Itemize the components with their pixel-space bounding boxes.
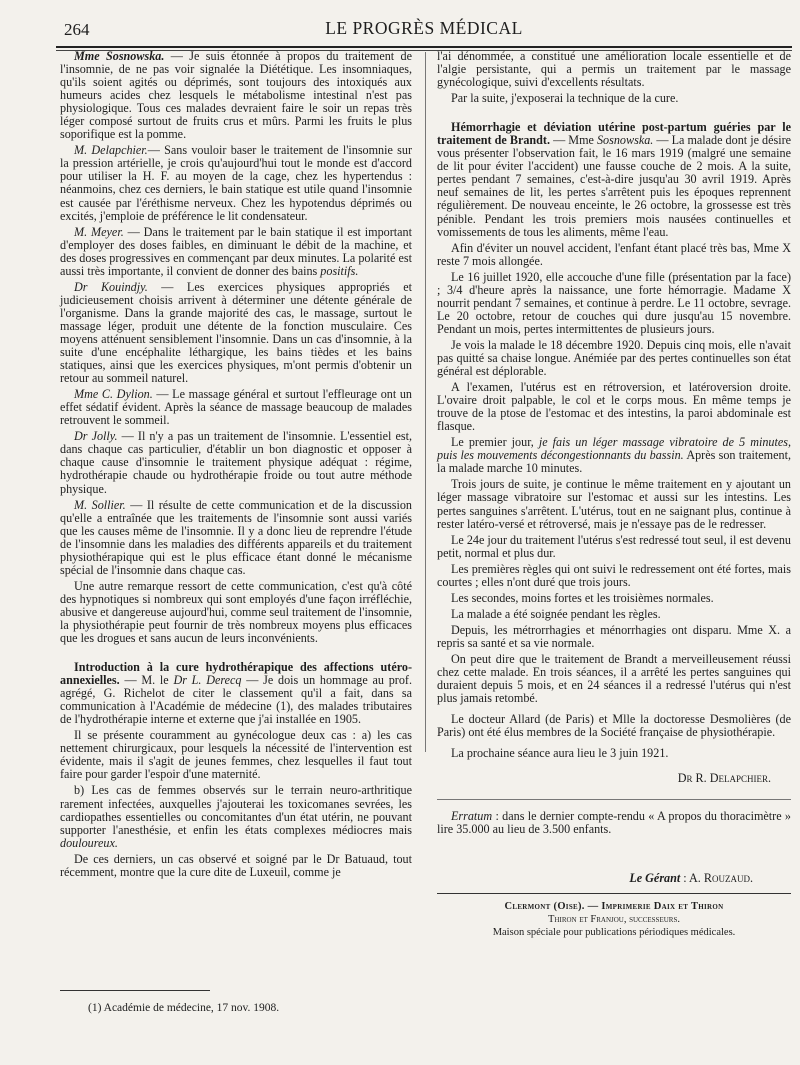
section-heading: Hémorrhagie et déviation utérine post-partum guéries par le traitement de Brandt. [437,120,791,148]
speaker-name: Mme Sosnowska. [74,49,165,63]
gerant-name: : A. Rouzaud. [680,871,753,886]
paragraph-text: — Les exercices physiques appropriés et judicieusement choisis arrivent à déterminer une détente générale de l'organisme. Dans la grande majorité des cas, le massage, surtout le massage léger, produit une détente de la fonction musculaire. Ces moyens atténuent sensiblement l'insomnie. Dans un cas d'insomnie, à la suite d'une encéphalite léthargique, les bains tièdes et les bains statiques, ainsi que les exercices physiques, m'ont permis d'obtenir un retour au sommeil naturel. [60,279,413,386]
errata-rule [437,799,791,800]
paragraph-r11: Les premières règles qui ont suivi le redressement ont été fortes, mais courtes ; elles n'ont duré que trois jours. [437,561,791,589]
paragraph-text-italic: je fais un léger massage vibratoire de 5 minutes, puis les mouvements décongestionnants du bassin. [437,435,791,463]
printer-line: Thiron et Franjou, successeurs. [548,914,680,926]
paragraph-text: — Je dois un hommage au prof. agrégé, G. Richelot de citer le classement qu'il a fait, dans sa communication à l'Académie de médecine (1), des malades tributaires de l'hydrothérapie interne et externe que j'ai installée en 1905. [60,673,412,727]
header-rule [56,46,792,48]
column-divider [425,52,426,752]
paragraph-dylion [60,388,412,427]
paragraph-delapchier [60,144,412,222]
paragraph-text: — Il résulte de cette communication et de la discussion qu'elle a entraînée que les traitements de l'insomnie sont aussi variés que les causes même de l'insomnie. Il y a donc lieu de reprendre l'étude de l'insomnie dans les maladies des différents appareils et du traitement physiothérapique qui est le plus efficace étant donné le mécanisme spécial de l'insomnie dans chaque cas. [60,497,412,577]
printer-imprint [437,900,791,939]
paragraph-continued: l'ai dénommée, a constitué une amélioration locale essentielle et de l'algie persistante, qui a permis un traitement par le massage gynécologique, suivi d'excellents résultats. [437,49,791,90]
running-title: LE PROGRÈS MÉDICAL [325,18,523,38]
paragraph-derecq [60,661,412,726]
paragraph-text: — Je suis étonnée à propos du traitement de l'insomnie, de ne pas voir signalée la Diététique. Les insomniaques, qu'ils soient agités ou déprimés, sont toujours des intoxiqués aux humeurs acides chez lesquels le métabolisme intestinal n'est pas physiologique. Tous ces malades devraient faire le soir un repas très léger composé surtout de fruits crus et mûrs. Parmi les fruits le plus soporifique est la pomme. [60,49,413,142]
speaker-name: Dr L. Derecq [173,673,242,688]
signature: Dr R. Delapchier. [677,771,771,786]
paragraph-r5: Le 16 juillet 1920, elle accouche d'une fille (présentation par la face) ; 3/4 d'heure après la naissance, une forte hémorragie. Madame X nourrit pendant 7 semaines, et continue à perdre. Le 11 octobre, sevrage. Le 20 octobre, retour de couches qui dure jusqu'au 15 novembre. Pendant un mois, pertes intermittentes de plusieurs jours. [437,269,791,336]
paragraph-sosnowska [60,50,412,141]
gerant-label: Le Gérant [629,871,681,886]
paragraph-r9: Trois jours de suite, je continue le même traitement en y ajoutant un léger massage vibratoire sur l'estomac et aussi sur les intestins. Les pertes sanguines s'arrêtent. L'utérus, tout en ne saignant plus, continue à rester latéro-versé et rétroversé, mais je n'essaye pas de le redresser. [437,477,791,531]
gerant-line [437,872,791,885]
paragraph-meyer [60,226,412,278]
paragraph-text: Après son traitement, la malade marche 10 minutes. [437,448,791,476]
paragraph-cases-b [60,784,412,849]
speaker-name: Dr Kouindjy. [74,279,148,294]
erratum [437,810,791,836]
paragraph-remark: Une autre remarque ressort de cette communication, c'est qu'à côté des hypnotiques si nombreux qui sont employés d'une façon irréfléchie, abusive et dangereuse aujourd'hui, comme seul traitement de l'insomnie, la physiothérapie peut fournir de très nombreux moyens plus efficaces que les drogues et sans aucun de leurs inconvénients. [60,578,412,646]
paragraph-text: — M. le [119,673,174,688]
paragraph-r16: Le docteur Allard (de Paris) et Mlle la doctoresse Desmolières (de Paris) ont été élus membres de la Société française de physiothérapie. [437,712,791,740]
paragraph-text: — Sans vouloir baser le traitement de l'insomnie sur la pression artérielle, je crois qu'aujourd'hui tout le monde est d'accord pour utiliser la H. F. au moyen de la cage, chez les hypertendus : néanmoins, chez ces derniers, le bain statique est utile quand l'insomnie est causée par l'éréthisme nerveux. Chez les hypotendus déprimés ou excités, j'emploie de préférence le lit condensateur. [60,143,412,223]
paragraph-r17: La prochaine séance aura lieu le 3 juin 1921. [451,746,669,761]
paragraph-r15: On peut dire que le traitement de Brandt a merveilleusement réussi chez cette malade. En trois séances, il a arrêté les pertes sanguines qui duraient depuis 5 mois, et en 24 séances il a redressé l'utérus qui n'est plus jamais retombé. [437,651,791,706]
paragraph-sollier [60,499,412,577]
paragraph-r13: La malade a été soignée pendant les règles. [451,606,661,621]
speaker-name: Mme C. Dylion. [74,387,153,402]
paragraph-jolly [60,430,412,495]
erratum-label: Erratum [451,809,493,824]
paragraph-brandt [437,121,791,238]
erratum-text: : dans le dernier compte-rendu « A propos du thoracimètre » lire 35.000 au lieu de 3.500 enfants. [437,809,791,837]
paragraph-text: — Le massage général et surtout l'effleurage ont un effet sédatif évident. Après la séance de massage beaucoup de malades retrouvent le sommeil. [60,387,412,428]
paragraph-text: Le premier jour, [451,435,539,450]
paragraph-text-italic: douloureux. [60,835,118,850]
page-header [56,18,792,48]
paragraph-r4: Afin d'éviter un nouvel accident, l'enfant étant placé très bas, Mme X reste 7 mois allongée. [437,240,791,268]
printer-rule [437,893,791,894]
printer-line: Maison spéciale pour publications périodiques médicales. [492,927,736,939]
left-column [60,50,412,882]
paragraph-r8 [437,436,791,475]
paragraph-batuaud: De ces derniers, un cas observé et soigné par le Dr Batuaud, tout récemment, montre que la cure dite de Luxeuil, comme je [60,851,412,879]
speaker-name: Sosnowska. [596,133,654,148]
paragraph-kouindjy [60,281,412,385]
speaker-name: M. Meyer. [74,224,124,239]
page-number: 264 [64,20,90,39]
footnote-rule [60,990,210,991]
speaker-name: M. Delapchier. [74,143,148,158]
speaker-name: Dr Jolly. [74,429,118,444]
speaker-name: M. Sollier. [74,497,126,512]
paragraph-text-italic: positifs. [320,263,359,278]
paragraph-text: — Il n'y a pas un traitement de l'insomnie. L'essentiel est, dans chaque cas particulier, d'établir un bon diagnostic et opposer à chaque cause d'insomnie le traitement physique adéquat : régime, hydrothérapie chaude ou hydrothérapie froide ou tout autre méthode physique. [60,429,412,496]
printer-line: Clermont (Oise). — Imprimerie Daix et Thiron [504,901,724,913]
paragraph-r14: Depuis, les métrorrhagies et ménorrhagies ont disparu. Mme X. a repris sa santé et sa vie normale. [437,622,791,650]
paragraph-r10: Le 24e jour du traitement l'utérus s'est redressé tout seul, il est devenu petit, normal et plus dur. [437,532,791,560]
paragraph-text: b) Les cas de femmes observés sur le terrain neuro-arthritique rarement infectées, auxquelles j'ajouterai les toxicomanes sevrées, les cardiopathes essentielles ou concomitantes d'un état utérin, ne pouvant supporter l'anesthésie, et enfin les états complexes médiocres mais [60,783,412,837]
paragraph-r6: Je vois la malade le 18 décembre 1920. Depuis cinq mois, elle n'avait pas quitté sa chaise longue. Anémiée par des pertes continuelles son état général est déplorable. [437,337,791,379]
paragraph-text: — La malade dont je désire vous présenter l'observation fait, le 16 mars 1919 (malgré une semaine de lit pour éviter l'accident) une fausse couche de 2 mois. A la suite, pertes pendant 7 semaines, c'est-à-dire jusqu'au 30 avril 1919. Après neuf semaines de lit, les pertes s'arrêtent puis les époques reprennent régulièrement. De nouveau enceinte, le 26 octobre, la grossesse est très pénible. Pendant les trois premiers mois nausées continuelles et vomissements de tous les aliments, même l'eau. [437,133,792,239]
footnote: (1) Académie de médecine, 17 nov. 1908. [88,1002,280,1014]
paragraph-text: — Mme [550,133,597,148]
paragraph-r12: Les secondes, moins fortes et les troisièmes normales. [451,590,714,605]
section-heading: Introduction à la cure hydrothérapique des affections utéro-annexielles. [60,660,412,688]
paragraph-text: — Dans le traitement par le bain statique il est important d'employer des doses faibles, en diminuant le débit de la machine, et des doses progressives en commençant par deux minutes. La polarité est aussi très importante, il convient de donner des bains [60,224,412,278]
paragraph-r7: A l'examen, l'utérus est en rétroversion, et latéroversion droite. L'ovaire droit palpable, le col et le corps mous. En même temps je trouve de la ptose de l'estomac et des intestins, la paroi abdominale est flasque. [437,380,791,434]
paragraph-next: Par la suite, j'exposerai la technique de la cure. [451,91,679,106]
right-column [437,50,791,939]
paragraph-cases-a: Il se présente couramment au gynécologue deux cas : a) les cas nettement chirurgicaux, pour lesquels la nécessité de l'intervention est évidente, mais il s'agit de jeunes femmes, chez lesquelles il faut tout faire pour garder l'espoir d'une maternité. [60,728,412,782]
